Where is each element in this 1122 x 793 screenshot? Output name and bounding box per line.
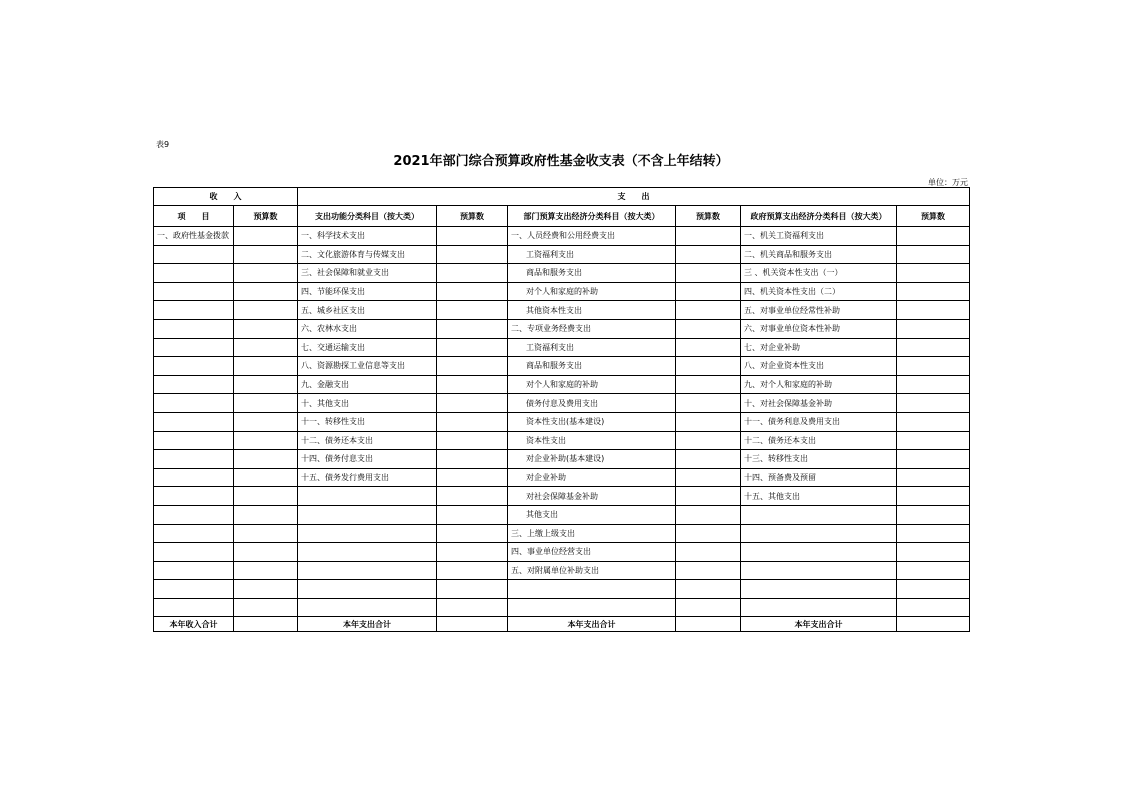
dept-econ-item-cell: 三、上缴上级支出 [508, 524, 676, 543]
header-row-top [154, 188, 970, 206]
page-title: 2021年部门综合预算政府性基金收支表（不含上年结转） [393, 154, 729, 169]
func-budget-cell [437, 505, 508, 524]
func-item-cell: 十一、转移性支出 [298, 412, 437, 431]
gov-econ-item-cell: 九、对个人和家庭的补助 [741, 375, 897, 394]
gov-econ-item-cell [741, 598, 897, 617]
income-budget-cell [234, 543, 298, 562]
func-item-cell: 十四、债务付息支出 [298, 450, 437, 469]
gov-budget-cell [897, 505, 970, 524]
income-budget-cell [234, 468, 298, 487]
dept-budget-cell [676, 487, 741, 506]
income-budget-cell [234, 375, 298, 394]
table-row [154, 227, 970, 246]
dept-econ-item-cell: 其他支出 [508, 505, 676, 524]
dept-econ-item-cell: 一、人员经费和公用经费支出 [508, 227, 676, 246]
table-number: 表9 [156, 140, 170, 149]
gov-budget-cell [897, 561, 970, 580]
dept-budget-cell [676, 580, 741, 599]
func-budget-cell [437, 338, 508, 357]
dept-budget-cell [676, 468, 741, 487]
income-item-cell [154, 357, 234, 376]
table-row [154, 357, 970, 376]
func-budget-cell [437, 264, 508, 283]
gov-budget-cell [897, 264, 970, 283]
gov-econ-item-cell: 八、对企业资本性支出 [741, 357, 897, 376]
gov-budget-cell [897, 580, 970, 599]
func-item-cell: 六、农林水支出 [298, 319, 437, 338]
table-row [154, 450, 970, 469]
table-row [154, 282, 970, 301]
func-budget-cell [437, 375, 508, 394]
func-item-cell [298, 561, 437, 580]
func-item-cell: 五、城乡社区支出 [298, 301, 437, 320]
income-item-cell [154, 468, 234, 487]
income-budget-cell [234, 431, 298, 450]
gov-budget-cell [897, 301, 970, 320]
expense-total-value [676, 617, 741, 632]
income-item-cell [154, 338, 234, 357]
table-row [154, 301, 970, 320]
func-item-cell: 十五、债务发行费用支出 [298, 468, 437, 487]
col-item-header: 项 目 [154, 206, 234, 227]
income-item-cell [154, 505, 234, 524]
dept-econ-item-cell: 债务付息及费用支出 [508, 394, 676, 413]
gov-econ-item-cell [741, 524, 897, 543]
gov-econ-item-cell: 五、对事业单位经常性补助 [741, 301, 897, 320]
table-row [154, 468, 970, 487]
dept-econ-item-cell: 对个人和家庭的补助 [508, 282, 676, 301]
income-header: 收 入 [154, 188, 298, 206]
dept-budget-cell [676, 394, 741, 413]
income-budget-cell [234, 264, 298, 283]
income-item-cell [154, 431, 234, 450]
income-item-cell [154, 580, 234, 599]
dept-econ-item-cell: 工资福利支出 [508, 245, 676, 264]
gov-econ-item-cell: 十五、其他支出 [741, 487, 897, 506]
dept-econ-item-cell: 资本性支出 [508, 431, 676, 450]
dept-budget-cell [676, 264, 741, 283]
func-budget-cell [437, 580, 508, 599]
income-item-cell [154, 450, 234, 469]
income-item-cell [154, 487, 234, 506]
dept-budget-cell [676, 431, 741, 450]
gov-budget-cell [897, 338, 970, 357]
col-budget-header: 预算数 [676, 206, 741, 227]
func-budget-cell [437, 301, 508, 320]
table-row [154, 543, 970, 562]
func-item-cell [298, 487, 437, 506]
income-budget-cell [234, 245, 298, 264]
table-row [154, 338, 970, 357]
income-item-cell [154, 264, 234, 283]
table-row [154, 561, 970, 580]
income-item-cell [154, 598, 234, 617]
dept-econ-item-cell: 商品和服务支出 [508, 357, 676, 376]
func-budget-cell [437, 431, 508, 450]
income-total-label: 本年收入合计 [154, 617, 234, 632]
dept-budget-cell [676, 357, 741, 376]
gov-budget-cell [897, 357, 970, 376]
income-budget-cell [234, 338, 298, 357]
gov-budget-cell [897, 282, 970, 301]
func-budget-cell [437, 524, 508, 543]
func-item-cell: 一、科学技术支出 [298, 227, 437, 246]
table-row [154, 487, 970, 506]
income-budget-cell [234, 227, 298, 246]
dept-budget-cell [676, 375, 741, 394]
gov-budget-cell [897, 245, 970, 264]
income-budget-cell [234, 412, 298, 431]
table-row [154, 264, 970, 283]
dept-budget-cell [676, 543, 741, 562]
income-item-cell [154, 524, 234, 543]
gov-econ-item-cell: 二、机关商品和服务支出 [741, 245, 897, 264]
expense-total-label: 本年支出合计 [508, 617, 676, 632]
dept-budget-cell [676, 319, 741, 338]
func-budget-cell [437, 357, 508, 376]
func-item-cell: 八、资源勘探工业信息等支出 [298, 357, 437, 376]
func-budget-cell [437, 394, 508, 413]
income-budget-cell [234, 282, 298, 301]
func-budget-cell [437, 450, 508, 469]
dept-budget-cell [676, 524, 741, 543]
func-item-cell: 四、节能环保支出 [298, 282, 437, 301]
func-budget-cell [437, 282, 508, 301]
income-budget-cell [234, 505, 298, 524]
income-budget-cell [234, 394, 298, 413]
gov-budget-cell [897, 227, 970, 246]
dept-budget-cell [676, 505, 741, 524]
func-item-cell: 十、其他支出 [298, 394, 437, 413]
dept-econ-item-cell: 对企业补助 [508, 468, 676, 487]
col-budget-header: 预算数 [234, 206, 298, 227]
gov-econ-item-cell [741, 580, 897, 599]
col-gov-econ-header: 政府预算支出经济分类科目（按大类） [741, 206, 897, 227]
income-budget-cell [234, 319, 298, 338]
dept-budget-cell [676, 245, 741, 264]
table-row [154, 245, 970, 264]
dept-budget-cell [676, 450, 741, 469]
gov-econ-item-cell: 三 、机关资本性支出（一） [741, 264, 897, 283]
income-budget-cell [234, 357, 298, 376]
func-budget-cell [437, 227, 508, 246]
header-row-columns [154, 206, 970, 227]
gov-budget-cell [897, 598, 970, 617]
func-budget-cell [437, 543, 508, 562]
gov-econ-item-cell: 十三、转移性支出 [741, 450, 897, 469]
gov-budget-cell [897, 450, 970, 469]
expense-total-value [437, 617, 508, 632]
dept-budget-cell [676, 282, 741, 301]
func-item-cell: 九、金融支出 [298, 375, 437, 394]
table-row [154, 505, 970, 524]
table-row [154, 598, 970, 617]
income-item-cell [154, 301, 234, 320]
table-row [154, 319, 970, 338]
dept-budget-cell [676, 598, 741, 617]
unit-label: 单位：万元 [928, 178, 968, 187]
gov-econ-item-cell: 四、机关资本性支出（二） [741, 282, 897, 301]
dept-econ-item-cell: 商品和服务支出 [508, 264, 676, 283]
gov-budget-cell [897, 412, 970, 431]
gov-budget-cell [897, 487, 970, 506]
table-row [154, 524, 970, 543]
func-item-cell: 三、社会保障和就业支出 [298, 264, 437, 283]
col-budget-header: 预算数 [437, 206, 508, 227]
dept-budget-cell [676, 561, 741, 580]
table-row [154, 580, 970, 599]
income-item-cell [154, 375, 234, 394]
dept-econ-item-cell: 对个人和家庭的补助 [508, 375, 676, 394]
income-budget-cell [234, 598, 298, 617]
func-item-cell: 十二、债务还本支出 [298, 431, 437, 450]
dept-budget-cell [676, 338, 741, 357]
gov-econ-item-cell: 十一、债务利息及费用支出 [741, 412, 897, 431]
expense-header: 支 出 [298, 188, 970, 206]
dept-econ-item-cell: 二、专项业务经费支出 [508, 319, 676, 338]
income-budget-cell [234, 487, 298, 506]
gov-budget-cell [897, 524, 970, 543]
func-item-cell [298, 580, 437, 599]
gov-econ-item-cell: 十二、债务还本支出 [741, 431, 897, 450]
func-budget-cell [437, 598, 508, 617]
func-budget-cell [437, 319, 508, 338]
col-dept-econ-header: 部门预算支出经济分类科目（按大类） [508, 206, 676, 227]
dept-econ-item-cell: 对社会保障基金补助 [508, 487, 676, 506]
income-budget-cell [234, 561, 298, 580]
col-budget-header: 预算数 [897, 206, 970, 227]
income-budget-cell [234, 301, 298, 320]
func-item-cell: 七、交通运输支出 [298, 338, 437, 357]
func-budget-cell [437, 468, 508, 487]
gov-econ-item-cell: 十、对社会保障基金补助 [741, 394, 897, 413]
income-item-cell [154, 394, 234, 413]
income-item-cell [154, 543, 234, 562]
dept-econ-item-cell: 五、对附属单位补助支出 [508, 561, 676, 580]
dept-econ-item-cell: 其他资本性支出 [508, 301, 676, 320]
table-row [154, 412, 970, 431]
income-item-cell [154, 319, 234, 338]
gov-econ-item-cell: 七、对企业补助 [741, 338, 897, 357]
income-item-cell: 一、政府性基金拨款 [154, 227, 234, 246]
income-item-cell [154, 561, 234, 580]
gov-econ-item-cell [741, 561, 897, 580]
gov-budget-cell [897, 319, 970, 338]
income-total-value [234, 617, 298, 632]
dept-econ-item-cell: 资本性支出(基本建设) [508, 412, 676, 431]
gov-econ-item-cell [741, 543, 897, 562]
gov-budget-cell [897, 431, 970, 450]
budget-table [153, 187, 970, 632]
expense-total-label: 本年支出合计 [741, 617, 897, 632]
table-row [154, 375, 970, 394]
func-budget-cell [437, 245, 508, 264]
func-item-cell [298, 598, 437, 617]
total-row [154, 617, 970, 632]
dept-budget-cell [676, 412, 741, 431]
gov-econ-item-cell: 十四、预备费及预留 [741, 468, 897, 487]
gov-econ-item-cell: 一、机关工资福利支出 [741, 227, 897, 246]
dept-econ-item-cell [508, 598, 676, 617]
gov-econ-item-cell [741, 505, 897, 524]
table-row [154, 431, 970, 450]
gov-budget-cell [897, 543, 970, 562]
income-item-cell [154, 412, 234, 431]
dept-econ-item-cell: 工资福利支出 [508, 338, 676, 357]
func-item-cell [298, 505, 437, 524]
func-item-cell: 二、文化旅游体育与传媒支出 [298, 245, 437, 264]
income-budget-cell [234, 524, 298, 543]
dept-econ-item-cell: 四、事业单位经营支出 [508, 543, 676, 562]
func-budget-cell [437, 412, 508, 431]
func-budget-cell [437, 561, 508, 580]
income-item-cell [154, 245, 234, 264]
dept-econ-item-cell: 对企业补助(基本建设) [508, 450, 676, 469]
expense-total-value [897, 617, 970, 632]
dept-budget-cell [676, 301, 741, 320]
func-item-cell [298, 543, 437, 562]
income-budget-cell [234, 450, 298, 469]
income-item-cell [154, 282, 234, 301]
gov-budget-cell [897, 394, 970, 413]
dept-budget-cell [676, 227, 741, 246]
func-item-cell [298, 524, 437, 543]
expense-total-label: 本年支出合计 [298, 617, 437, 632]
table-row [154, 394, 970, 413]
col-func-header: 支出功能分类科目（按大类） [298, 206, 437, 227]
func-budget-cell [437, 487, 508, 506]
gov-budget-cell [897, 468, 970, 487]
income-budget-cell [234, 580, 298, 599]
dept-econ-item-cell [508, 580, 676, 599]
gov-econ-item-cell: 六、对事业单位资本性补助 [741, 319, 897, 338]
gov-budget-cell [897, 375, 970, 394]
